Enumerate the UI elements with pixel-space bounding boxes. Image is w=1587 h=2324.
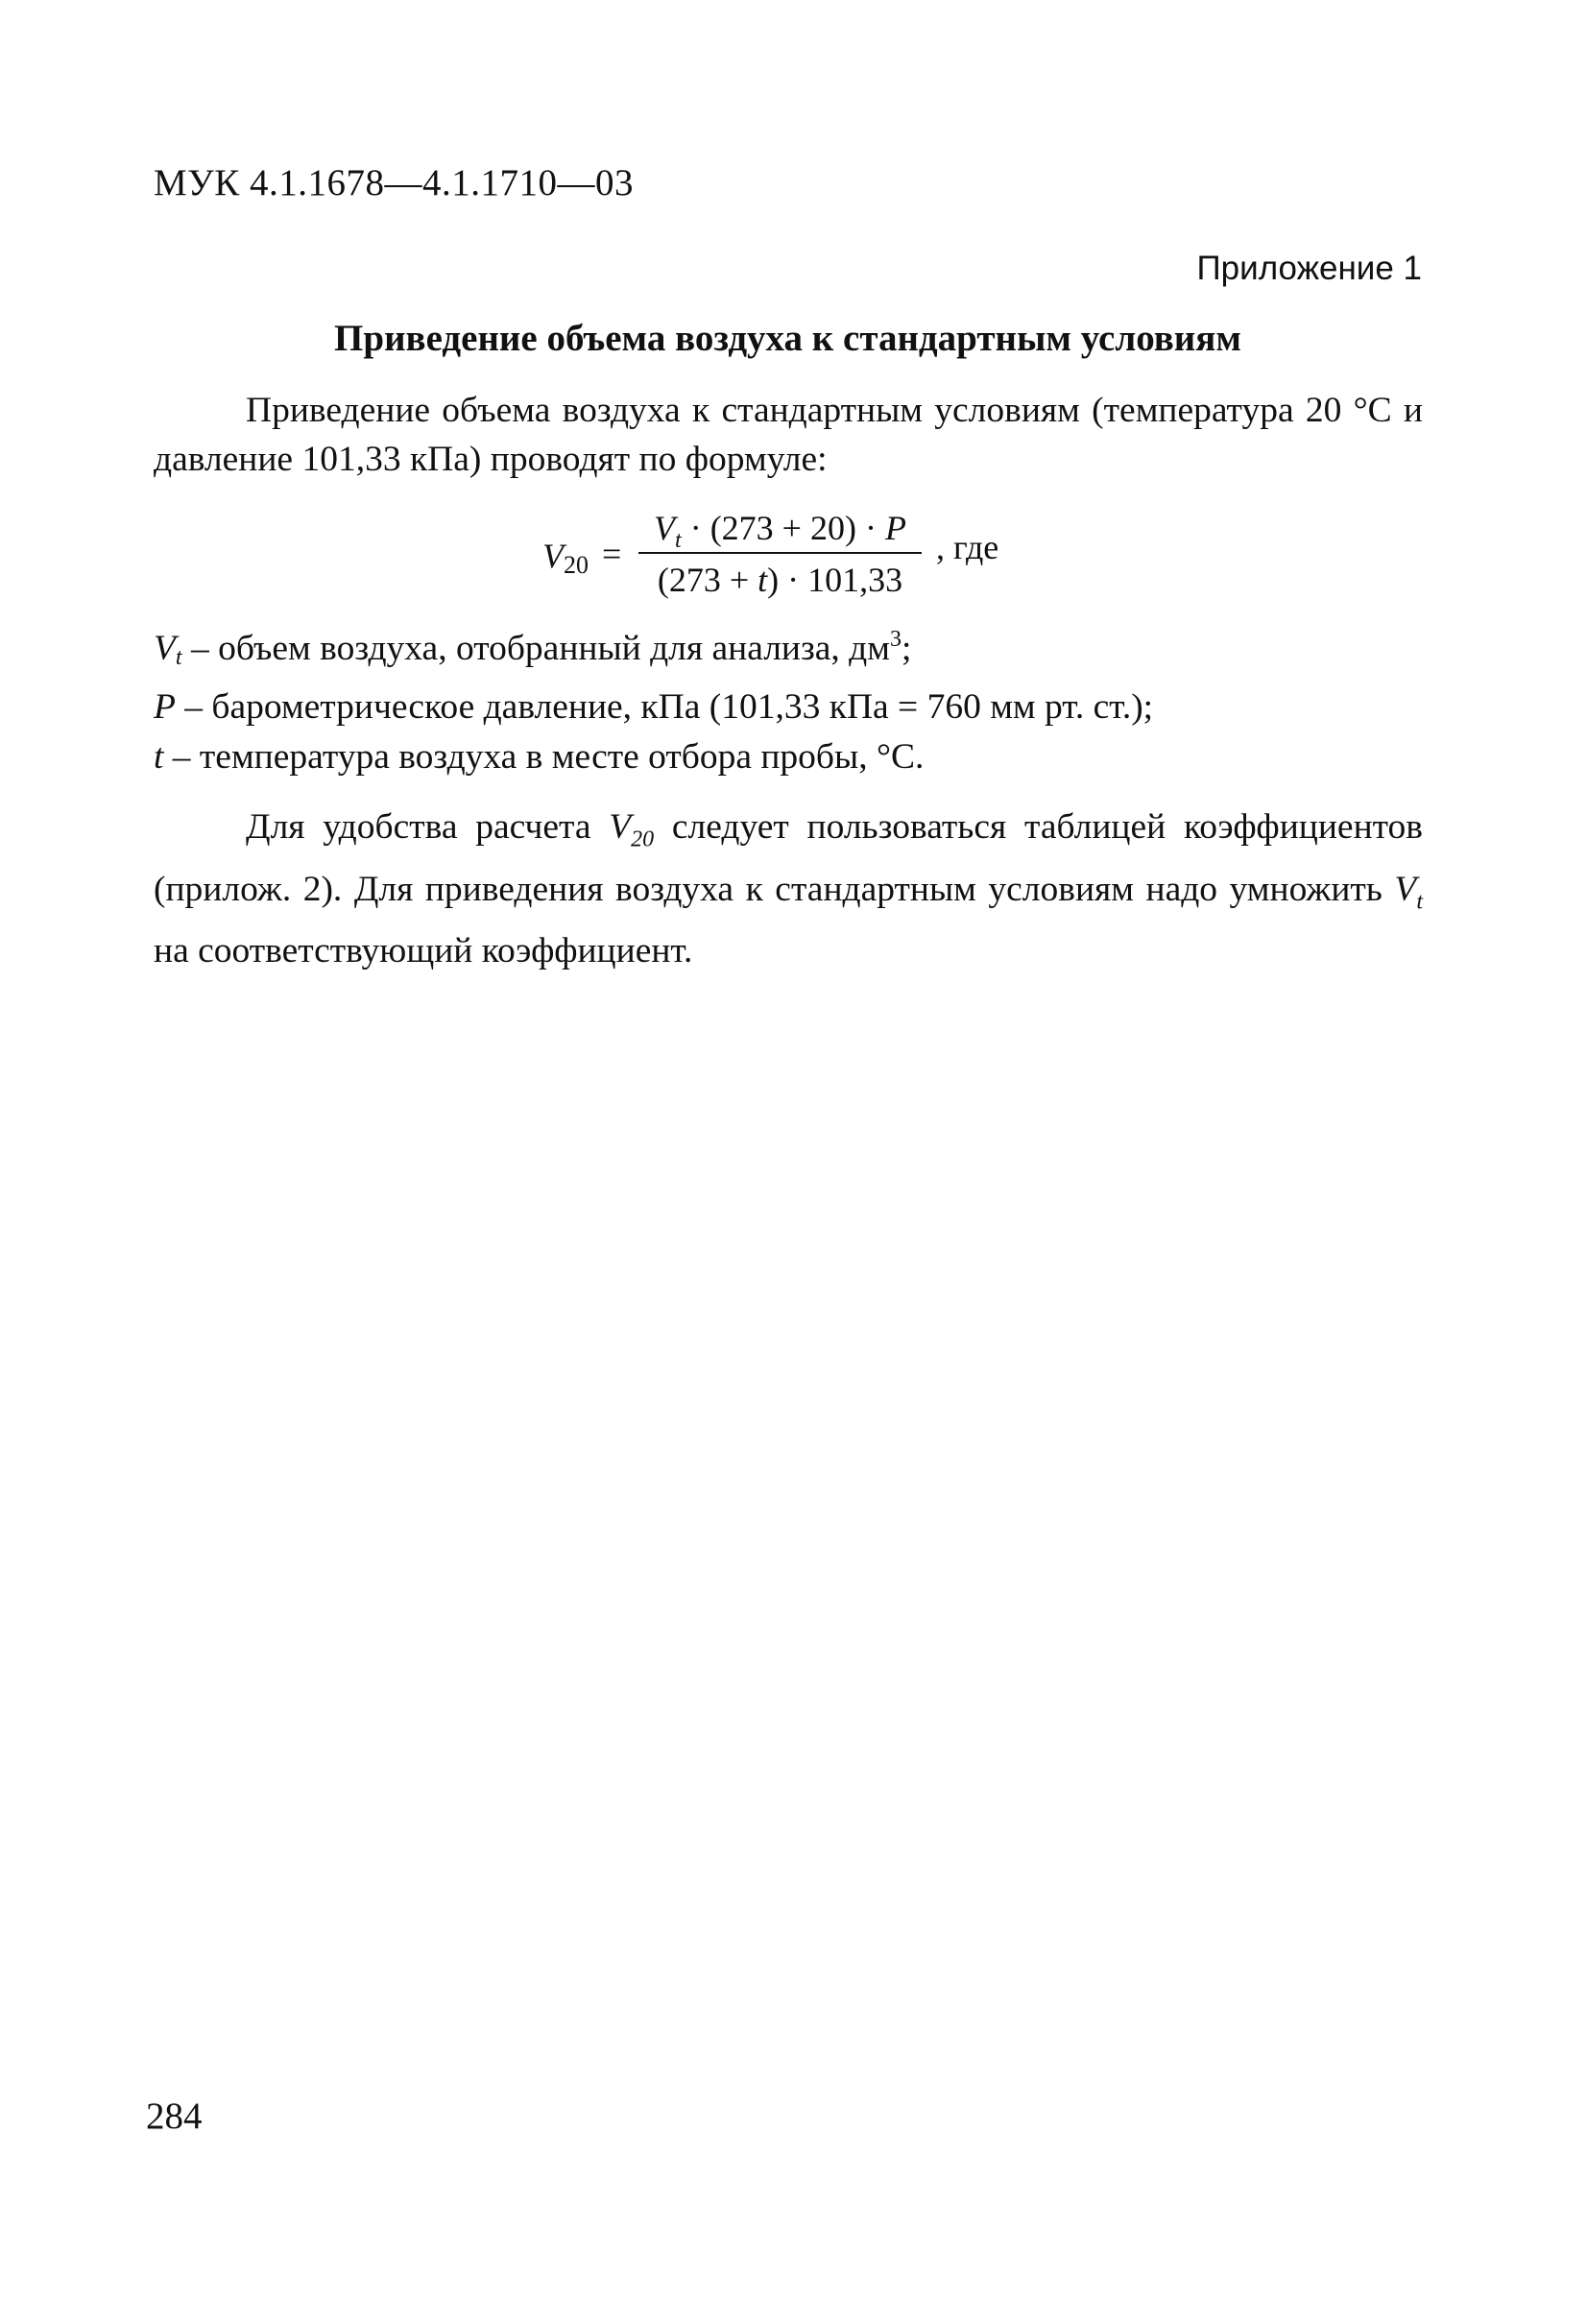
definition-symbol: P — [154, 687, 176, 727]
definition-p — [154, 683, 1423, 732]
definition-text: – объем воздуха, отобранный для анализа, дм — [181, 629, 890, 668]
document-code: МУК 4.1.1678—4.1.1710—03 — [154, 162, 635, 204]
definition-vt — [154, 614, 1423, 683]
definitions-list — [154, 614, 1423, 782]
usage-v20-sub: 20 — [631, 827, 655, 852]
appendix-label: Приложение 1 — [1196, 250, 1422, 287]
definition-subscript: t — [175, 645, 182, 670]
definition-text: – температура воздуха в месте отбора пробы, °С. — [163, 737, 925, 777]
formula-denominator — [638, 556, 922, 604]
usage-paragraph — [154, 803, 1423, 975]
formula-lhs — [542, 536, 589, 580]
volume-formula — [542, 504, 1042, 610]
definition-t — [154, 732, 1423, 782]
section-title: Приведение объема воздуха к стандартным условиям — [334, 318, 1241, 359]
formula-lhs-symbol: V — [542, 537, 564, 575]
formula-lhs-subscript: 20 — [564, 551, 589, 579]
numerator-rest: · (273 + 20) · — [681, 509, 885, 547]
usage-vt-sub: t — [1416, 889, 1423, 914]
usage-vt-symbol: V — [1394, 869, 1417, 909]
usage-text-3: на соответствующий коэффициент. — [154, 931, 693, 970]
page-number: 284 — [146, 2096, 203, 2137]
formula-numerator — [638, 504, 922, 552]
usage-text-1: Для удобства расчета — [246, 807, 610, 847]
definition-symbol: t — [154, 737, 164, 777]
definition-symbol: V — [154, 629, 176, 668]
formula-fraction — [638, 504, 922, 604]
denominator-open: (273 + — [657, 561, 758, 599]
usage-text-2: следует пользоваться таблицей коэффициентов (прилож. 2). Для приведения воздуха к стандартным условиям надо умножить — [154, 807, 1423, 909]
usage-v20-symbol: V — [609, 807, 632, 847]
denominator-rest: ) · 101,33 — [767, 561, 903, 599]
denominator-t: t — [757, 561, 768, 599]
definition-superscript: 3 — [890, 627, 902, 652]
numerator-v: V — [654, 509, 676, 547]
intro-paragraph: Приведение объема воздуха к стандартным условиям (температура 20 °С и давление 101,33 кПа) проводят по формуле: — [154, 391, 1423, 479]
numerator-v-sub: t — [675, 528, 682, 554]
formula-equals: = — [602, 535, 622, 573]
definition-text: – барометрическое давление, кПа (101,33 кПа = 760 мм рт. ст.); — [175, 687, 1154, 727]
numerator-p: P — [884, 509, 906, 547]
formula-tail: , где — [936, 528, 999, 566]
definition-end: ; — [902, 629, 912, 668]
